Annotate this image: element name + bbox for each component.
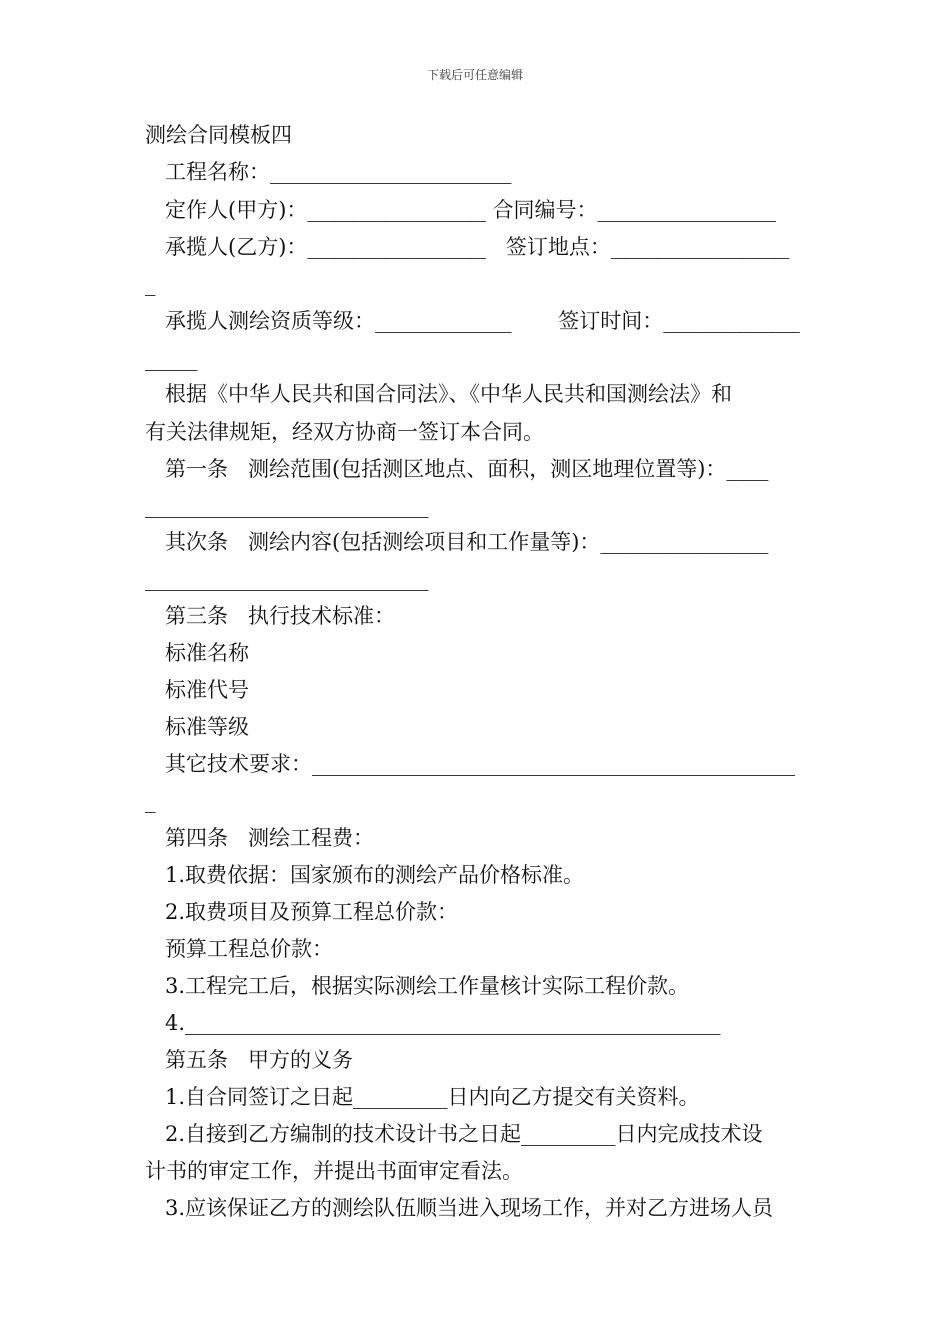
text-line: 3.工程完工后，根据实际测绘工作量核计实际工程价款。 <box>165 974 690 998</box>
page-header: 下载后可任意编辑 <box>426 68 523 82</box>
text-line: 标准名称 <box>165 641 249 665</box>
text-line: 工程名称：_______________________ <box>165 160 512 184</box>
text-line: 第四条 测绘工程费： <box>165 826 375 850</box>
text-line: ___________________________ <box>145 567 429 591</box>
text-line: 其次条 测绘内容(包括测绘项目和工作量等)：________________ <box>165 530 769 554</box>
text-line: 标准代号 <box>165 678 249 702</box>
text-line: 预算工程总价款： <box>165 937 333 961</box>
text-line: 3.应该保证乙方的测绘队伍顺当进入现场工作，并对乙方进场人员 <box>165 1196 774 1220</box>
text-line: 承揽人测绘资质等级：_____________ 签订时间：_____________ <box>165 309 800 333</box>
text-line: _ <box>145 789 156 813</box>
text-line: 承揽人(乙方)：_________________ 签订地点：_________________ <box>165 235 790 259</box>
text-line: 2.取费项目及预算工程总价款： <box>165 900 459 924</box>
text-line: 计书的审定工作，并提出书面审定看法。 <box>145 1159 523 1183</box>
text-line: ___________________________ <box>145 494 429 518</box>
text-line: 标准等级 <box>165 715 249 739</box>
text-line: 有关法律规矩，经双方协商一签订本合同。 <box>145 420 544 444</box>
text-line: 1.自合同签订之日起_________日内向乙方提交有关资料。 <box>165 1085 700 1109</box>
text-line: 定作人(甲方)：_________________ 合同编号：_________________ <box>165 198 777 222</box>
text-line: 第五条 甲方的义务 <box>165 1048 354 1072</box>
text-line: _ <box>145 272 156 296</box>
text-line: 4.___________________________________________________ <box>165 1011 721 1035</box>
text-line: 第三条 执行技术标准： <box>165 604 396 628</box>
text-line: _____ <box>145 347 198 371</box>
text-line: 其它技术要求：______________________________________________ <box>165 752 795 776</box>
text-line: 1.取费依据：国家颁布的测绘产品价格标准。 <box>165 863 585 887</box>
document-title: 测绘合同模板四 <box>145 123 292 147</box>
text-line: 2.自接到乙方编制的技术设计书之日起_________日内完成技术设 <box>165 1122 763 1146</box>
text-line: 第一条 测绘范围(包括测区地点、面积，测区地理位置等)：____ <box>165 457 769 481</box>
text-line: 根据《中华人民共和国合同法》、《中华人民共和国测绘法》和 <box>165 382 732 406</box>
